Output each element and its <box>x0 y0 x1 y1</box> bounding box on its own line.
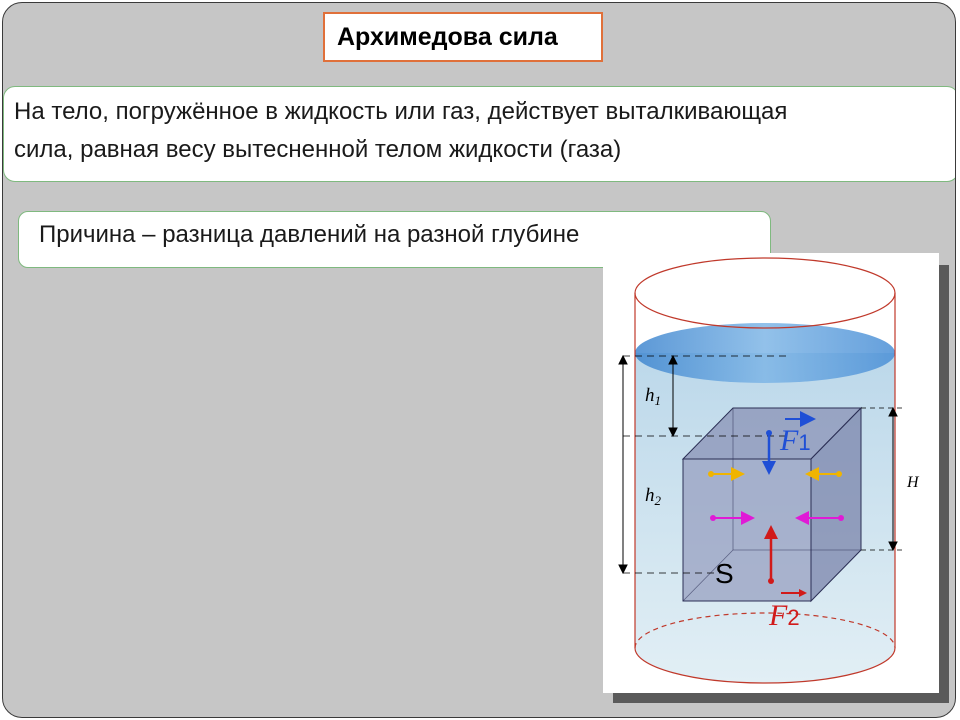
H-label: H <box>907 474 919 491</box>
reason-text: Причина – разница давлений на разной глубине <box>39 221 580 248</box>
definition-box <box>3 86 956 182</box>
h2-label: $h_2$ <box>645 485 661 508</box>
water-surface <box>635 323 895 383</box>
area-s-label: S <box>715 558 734 589</box>
slide-title <box>323 12 603 62</box>
f2-label: F2 <box>769 599 800 632</box>
h1-label: $h_1$ <box>645 385 661 408</box>
slide-background <box>2 2 956 718</box>
diagram-svg <box>603 253 949 703</box>
slide-title-text: Архимедова сила <box>337 22 558 51</box>
archimedes-diagram <box>603 253 949 703</box>
definition-line-2: сила, равная весу вытесненной телом жидкости (газа) <box>14 136 622 163</box>
f1-label: F1 <box>780 424 811 457</box>
definition-line-1: На тело, погружённое в жидкость или газ, действует выталкивающая <box>14 98 788 125</box>
